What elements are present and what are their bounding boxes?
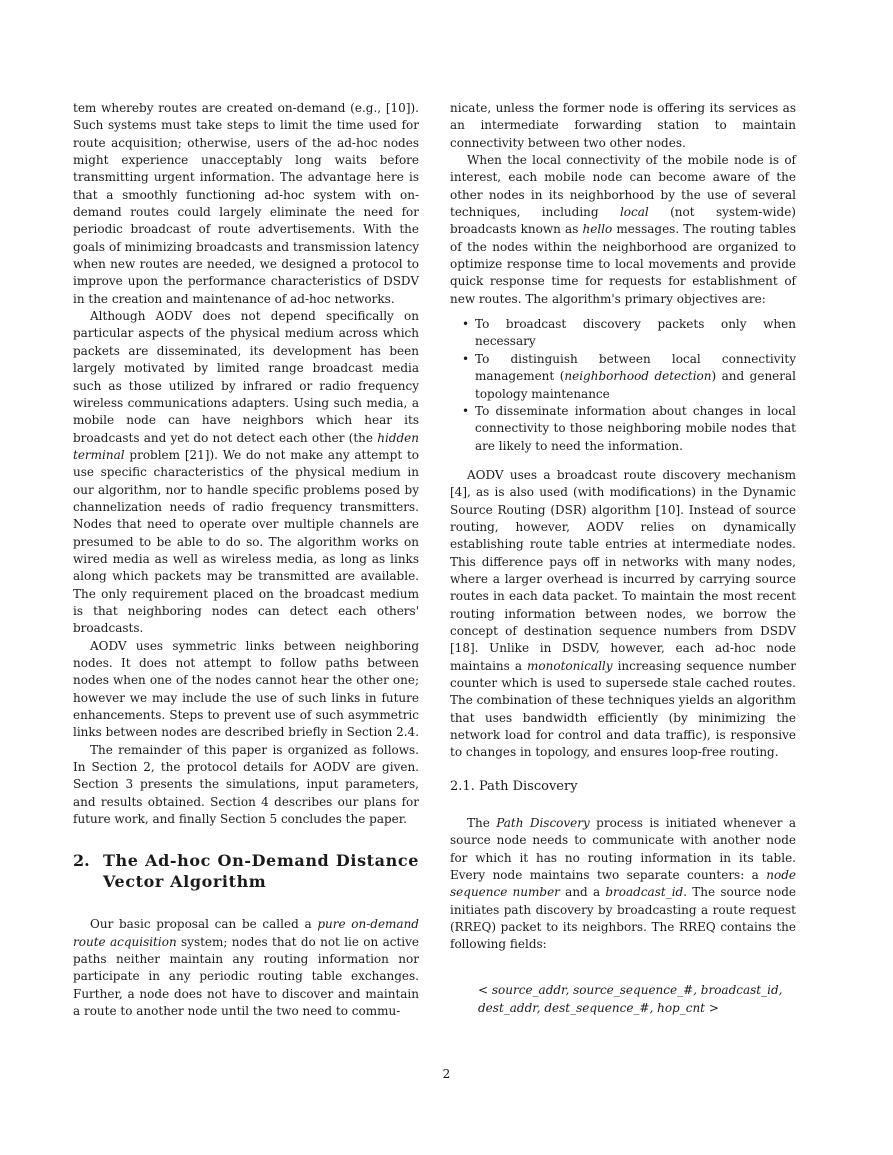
paragraph-text: . The source node initiates path discovery by broadcasting a route request (RREQ) packet to its neighbors. The RREQ contains the following fields: [450,885,796,952]
paragraph-text: The [467,816,497,831]
list-item-text: ) and general topology maintenance [475,369,797,401]
objectives-list [450,316,796,455]
paragraph [73,308,419,638]
subsection-heading: 2.1. Path Discovery [450,778,578,794]
section-number: 2. [73,851,90,871]
paragraph [450,815,796,954]
list-item [475,316,796,351]
paragraph-text: Our basic proposal can be called a [90,917,318,932]
paragraph [450,467,796,762]
list-item [475,351,796,403]
paragraph [450,152,796,308]
emphasis-text: hidden terminal [73,430,419,462]
list-item-text: To broadcast discovery packets only when necessary [475,317,796,349]
paragraph-text: messages. The routing tables of the nodes within the neighborhood are organized to optimize response time to local movements and provide quick response time for requests for establishment of new routes. The algorithm's primary objectives are: [450,222,796,306]
paragraph [73,916,419,1020]
paragraph-text: nicate, unless the former node is offering its services as an intermediate forwarding station to maintain connectivity between two other nodes. [450,101,796,150]
emphasis-text: Path Discovery [496,816,590,831]
paragraph-text: tem whereby routes are created on-demand (e.g., [10]). Such systems must take steps to limit the time used for route acquisition; otherwise, users of the ad-hoc nodes might experience unacceptably long waits before transmitting urgent information. The advantage here is that a smoothly functioning ad-hoc system with on-demand routes could largely eliminate the need for periodic broadcast of route advertisements. With the goals of minimizing broadcasts and transmission latency when new routes are needed, we designed a protocol to improve upon the performance characteristics of DSDV in the creation and maintenance of ad-hoc networks. [73,101,419,306]
paragraph [73,638,419,742]
paragraph-text: AODV uses symmetric links between neighboring nodes. It does not attempt to follow paths between nodes when one of the nodes cannot hear the other one; however we may include the use of such links in future enhancements. Steps to prevent use of such asymmetric links between nodes are described briefly in Section 2.4. [73,638,420,740]
list-item-text: To distinguish between local connectivity management ( [475,351,796,384]
emphasis-text: broadcast_id [605,885,684,900]
section-title: The Ad-hoc On-Demand Distance Vector Algorithm [103,851,419,892]
paragraph-text: AODV uses a broadcast route discovery mechanism [4], as is also used (with modifications) in the Dynamic Source Routing (DSR) algorithm [10]. Instead of source routing, however, AODV relies on dynamically establishing route table entries at intermediate nodes. This difference pays off in networks with many nodes, where a larger overhead is incurred by carrying source routes in each data packet. To maintain the most recent routing information between nodes, we borrow the concept of destination sequence numbers from DSDV [18]. Unlike in DSDV, however, each ad-hoc node maintains a [450,467,796,673]
list-item-text: To disseminate information about changes in local connectivity to those neighboring mobile nodes that are likely to need the information. [475,403,796,453]
paragraph [450,100,796,152]
paragraph-text: Although AODV does not depend specifically on particular aspects of the physical medium across which packets are disseminated, its development has been largely motivated by limited range broadcast media such as those utilized by infrared or radio frequency wireless communications adapters. Using such media, a mobile node can have neighbors which hear its broadcasts and yet do not detect each other (the [73,309,419,445]
left-column [73,100,419,1021]
paragraph-text: increasing sequence number counter which is used to supersede stale cached routes. The combination of these techniques yields an algorithm that uses bandwidth efficiently (by minimizing the network load for control and data traffic), is responsive to changes in topology, and ensures loop-free routing. [450,658,796,760]
paragraph-text: and a [559,885,606,900]
list-item [475,403,796,455]
emphasis-text: neighborhood detection [564,369,712,384]
section-heading [73,850,419,892]
paragraph [73,742,419,829]
emphasis-text: pure on-demand route acquisition [73,917,419,949]
paragraph-text: system; nodes that do not lie on active paths neither maintain any routing information nor participate in any periodic routing table exchanges. Further, a node does not have to discover and maintain a route to another node until the two need to commu- [73,934,419,1019]
paragraph [73,100,419,308]
formula-line: dest_addr, dest_sequence_#, hop_cnt > [478,1000,719,1015]
emphasis-text: local [619,205,649,220]
formula-line: < source_addr, source_sequence_#, broadcast_id, [478,982,783,997]
paragraph-text: problem [21]). We do not make any attempt to use specific characteristics of the physical medium in our algorithm, nor to handle specific problems posed by channelization needs of radio frequency transmitters. Nodes that need to operate over multiple channels are presumed to be able to do so. The algorithm works on wired media as well as wireless media, as long as links along which packets may be transmitted are available. The only requirement placed on the broadcast medium is that neighboring nodes can detect each others' broadcasts. [73,447,419,636]
paragraph-text: (not system-wide) broadcasts known as [450,205,796,237]
paragraph-text: The remainder of this paper is organized as follows. In Section 2, the protocol details for AODV are given. Section 3 presents the simulations, input parameters, and results obtained. Section 4 describes our plans for future work, and finally Section 5 concludes the paper. [73,742,419,827]
emphasis-text: monotonically [527,658,613,673]
paragraph-text: When the local connectivity of the mobile node is of interest, each mobile node can become aware of the other nodes in its neighborhood by the use of several techniques, including [450,153,796,220]
emphasis-text: hello [582,222,613,237]
rreq-fields-formula [478,981,796,1017]
page-number: 2 [442,1067,451,1081]
emphasis-text: node sequence number [450,868,796,900]
right-column [450,100,796,1017]
paragraph-text: process is initiated whenever a source node needs to communicate with another node for which it has no routing information in its table. Every node maintains two separate counters: a [450,816,796,883]
